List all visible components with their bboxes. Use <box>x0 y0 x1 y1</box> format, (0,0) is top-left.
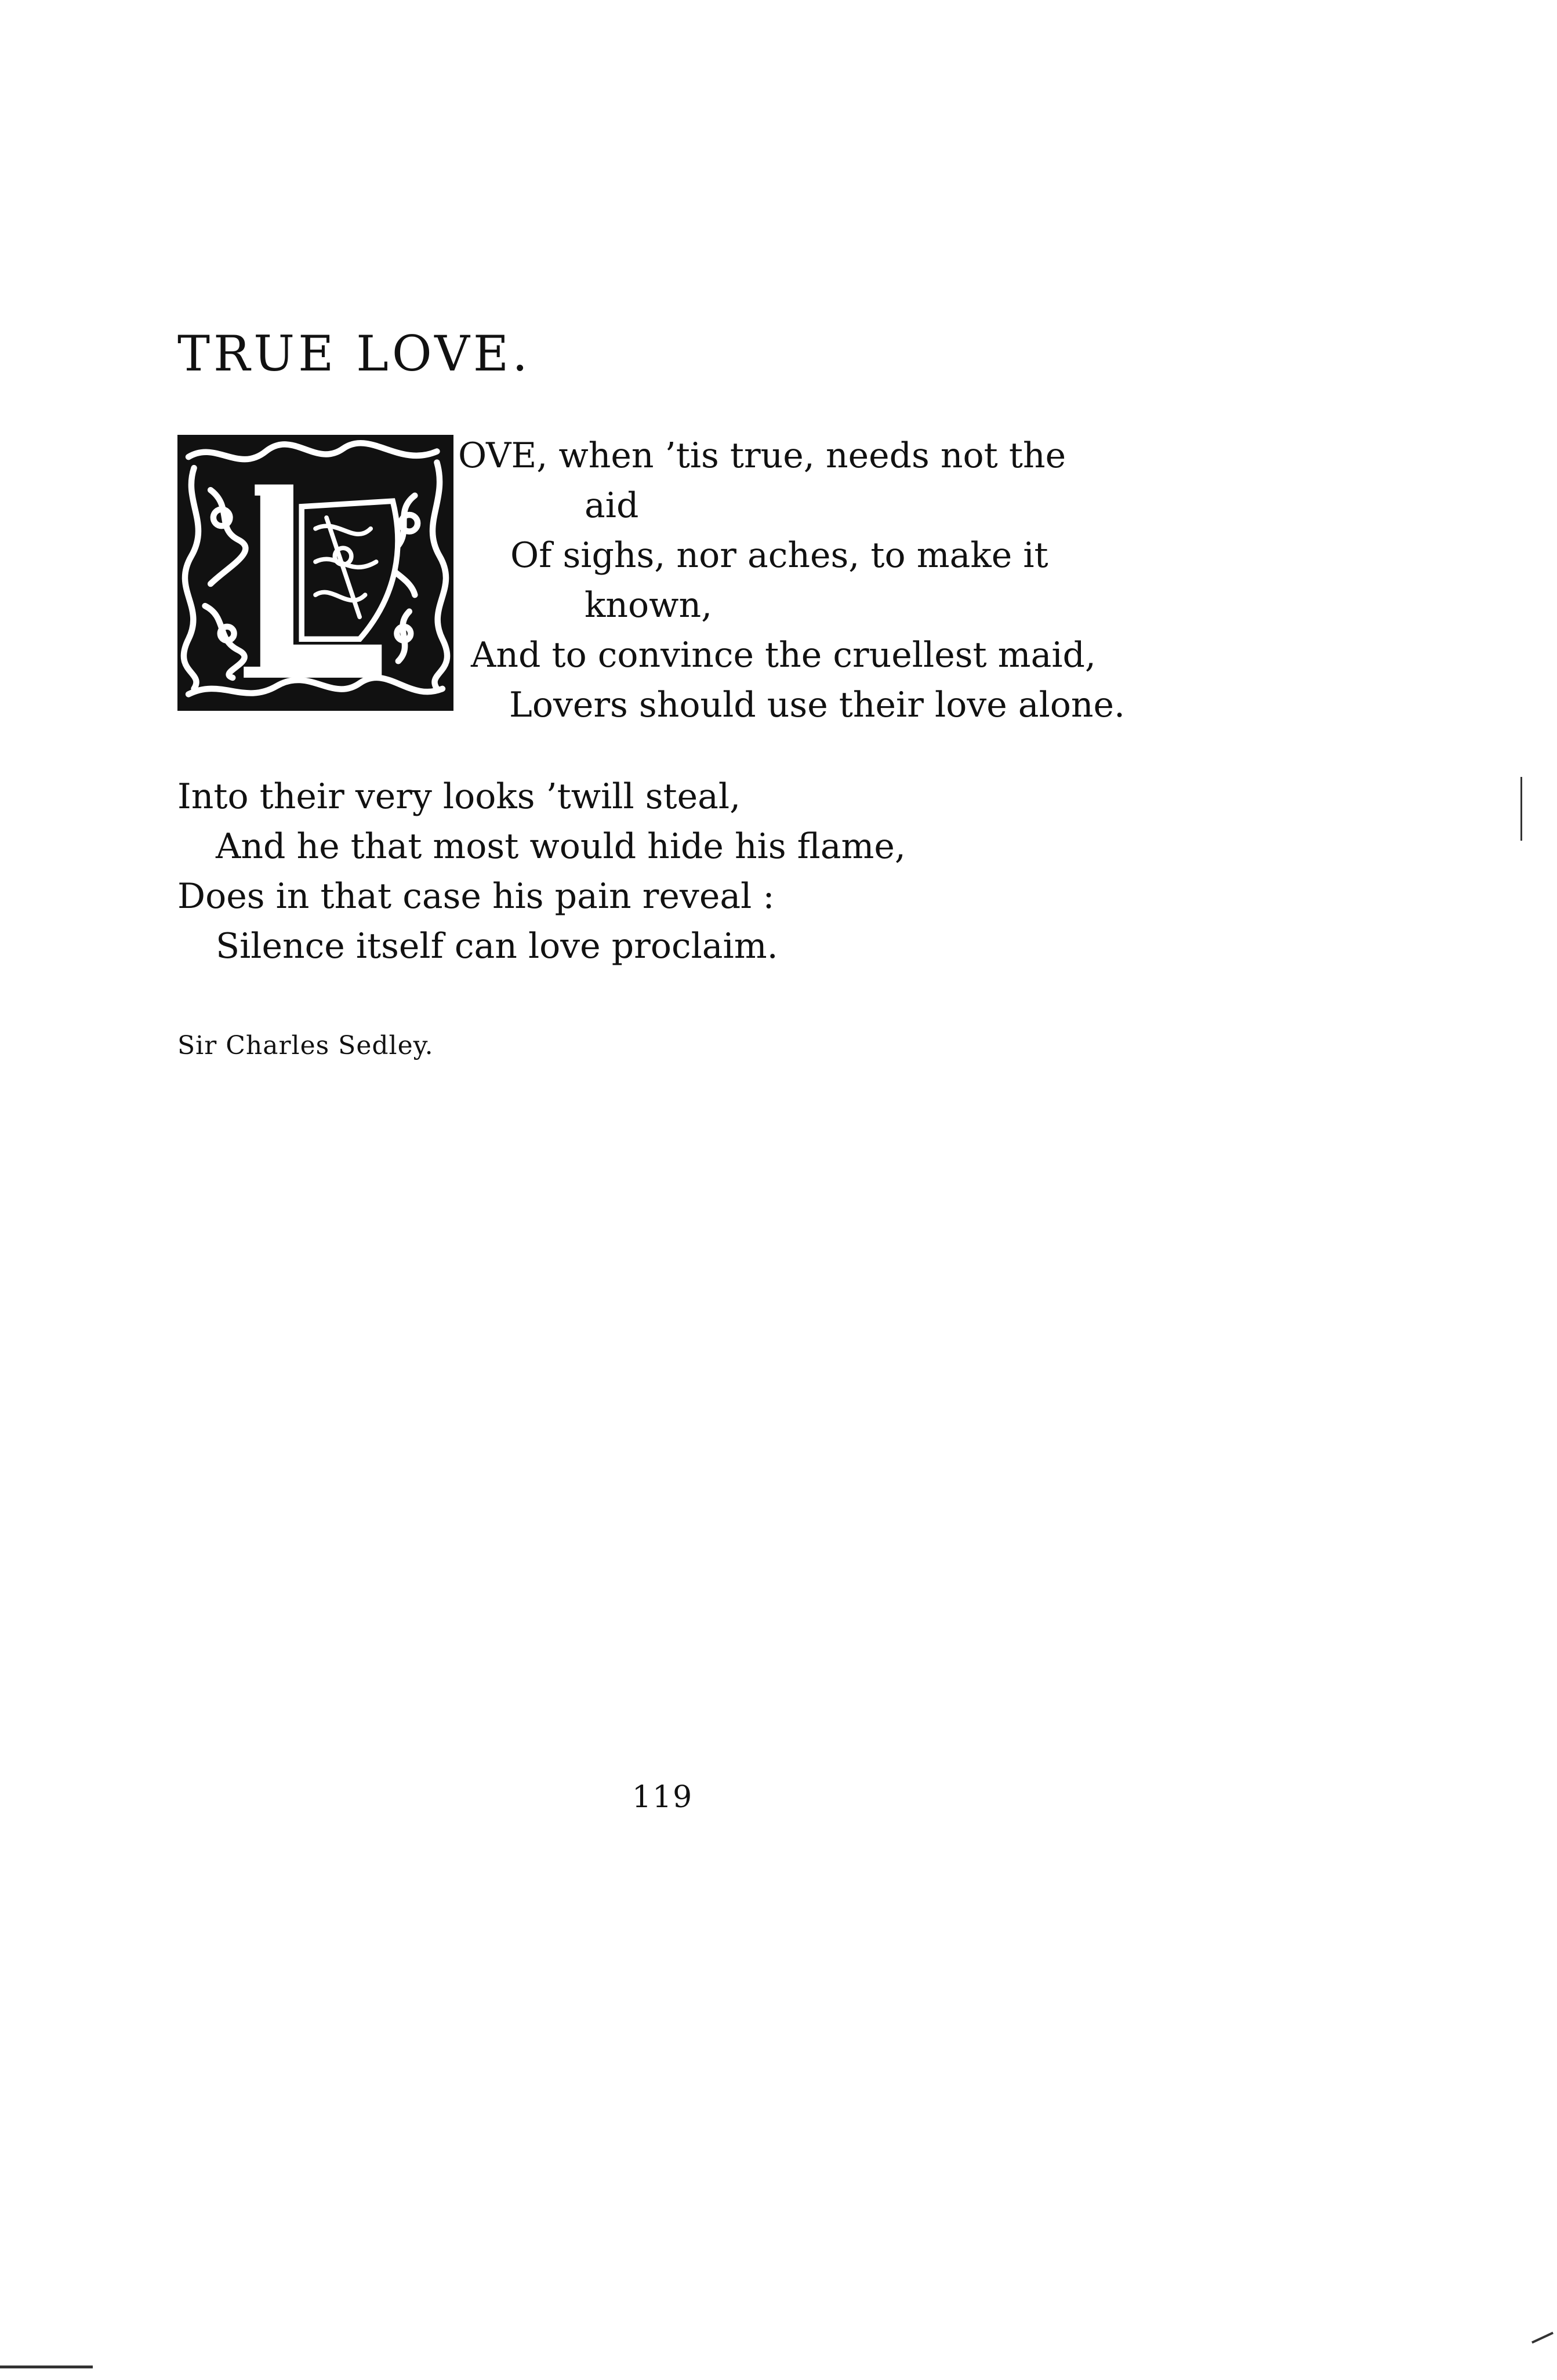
poem-line: Of sighs, nor aches, to make it <box>510 535 1048 576</box>
page-number: 119 <box>632 1780 694 1815</box>
poem-line: And he that most would hide his flame, <box>216 826 906 867</box>
decorative-initial-l-icon <box>177 435 453 711</box>
poem-line: Silence itself can love proclaim. <box>216 926 778 966</box>
scan-artifact <box>1531 2332 1554 2344</box>
poem-line: OVE, when ’tis true, needs not the <box>458 435 1066 476</box>
poem-line: And to convince the cruellest maid, <box>471 635 1097 675</box>
poem-line: Into their very looks ’twill steal, <box>177 776 741 817</box>
poem-line: aid <box>585 485 639 526</box>
ornamental-initial-l <box>177 435 453 711</box>
scan-artifact <box>1520 777 1522 841</box>
author-attribution: Sir Charles Sedley. <box>177 1031 434 1060</box>
poem-line: known, <box>585 585 713 626</box>
scan-artifact <box>0 2366 93 2368</box>
page-title: TRUE LOVE. <box>177 325 531 382</box>
poem-line: Does in that case his pain reveal : <box>177 876 775 917</box>
poem-line: Lovers should use their love alone. <box>509 685 1126 725</box>
